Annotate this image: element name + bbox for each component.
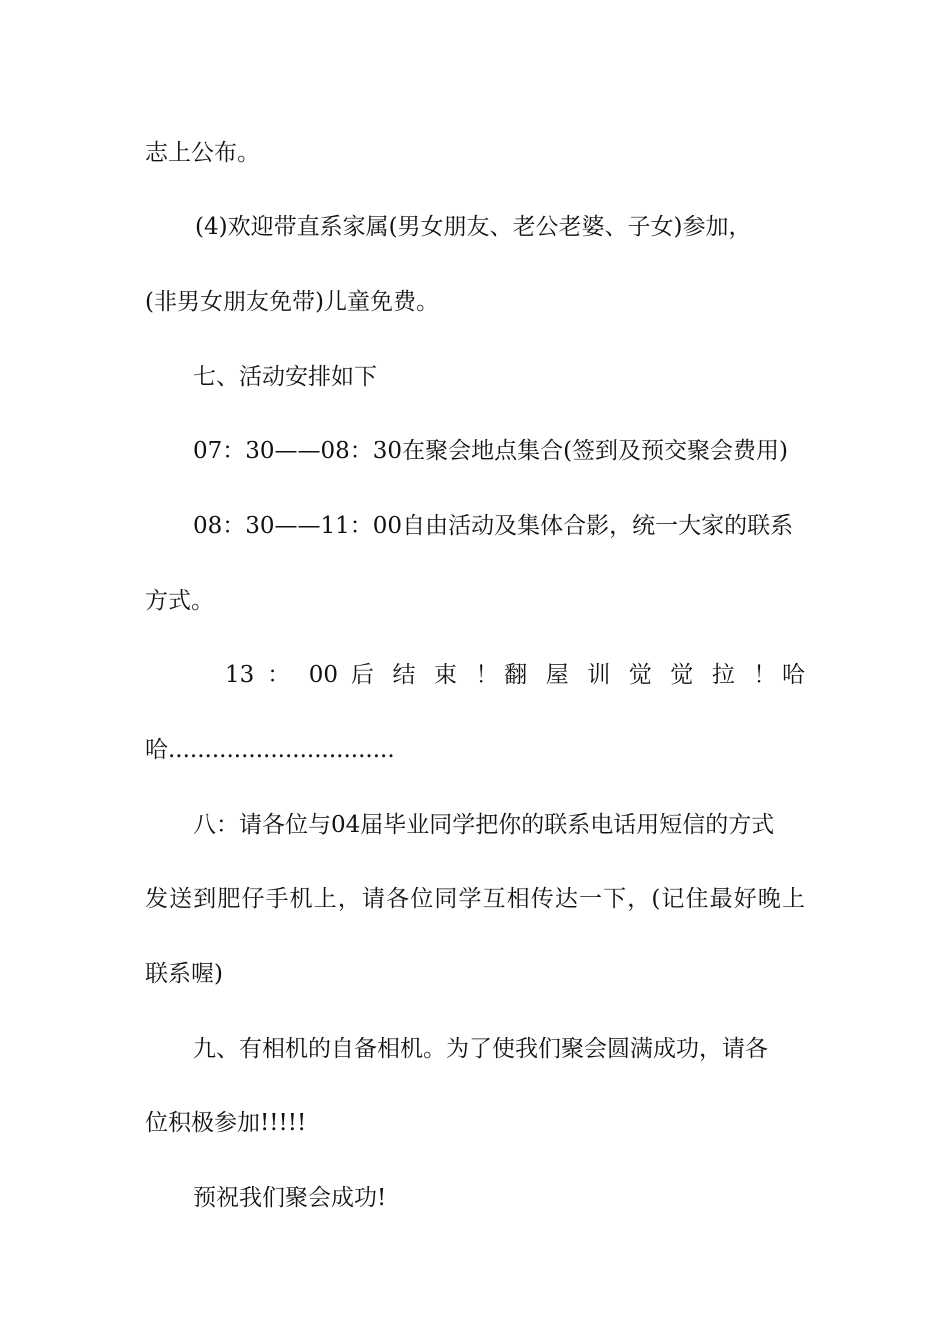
paragraph-line: (非男女朋友免带)儿童免费。 xyxy=(145,289,439,315)
section-heading: 八：请各位与04届毕业同学把你的联系电话用短信的方式 xyxy=(193,812,775,838)
paragraph-line: 位积极参加!!!!! xyxy=(145,1110,307,1136)
paragraph-line: (4)欢迎带直系家属(男女朋友、老公老婆、子女)参加， xyxy=(195,214,752,240)
schedule-item: 07：30——08：30在聚会地点集合(签到及预交聚会费用) xyxy=(193,438,789,464)
paragraph-line: 志上公布。 xyxy=(145,140,260,166)
section-heading: 七、活动安排如下 xyxy=(193,364,377,390)
paragraph-line: 联系喔) xyxy=(145,961,223,987)
schedule-item: 13 ： 00 后 结 束 ！翻 屋 训 觉 觉 拉 ！哈 xyxy=(225,662,805,688)
paragraph-line: 方式。 xyxy=(145,588,214,614)
paragraph-line: 哈............................... xyxy=(145,737,395,763)
closing-line: 预祝我们聚会成功! xyxy=(193,1185,387,1211)
paragraph-line: 发送到肥仔手机上，请各位同学互相传达一下，(记住最好晚上 xyxy=(145,886,805,912)
section-heading: 九、有相机的自备相机。为了使我们聚会圆满成功，请各 xyxy=(193,1036,768,1062)
schedule-item: 08：30——11：00自由活动及集体合影，统一大家的联系 xyxy=(193,513,794,539)
